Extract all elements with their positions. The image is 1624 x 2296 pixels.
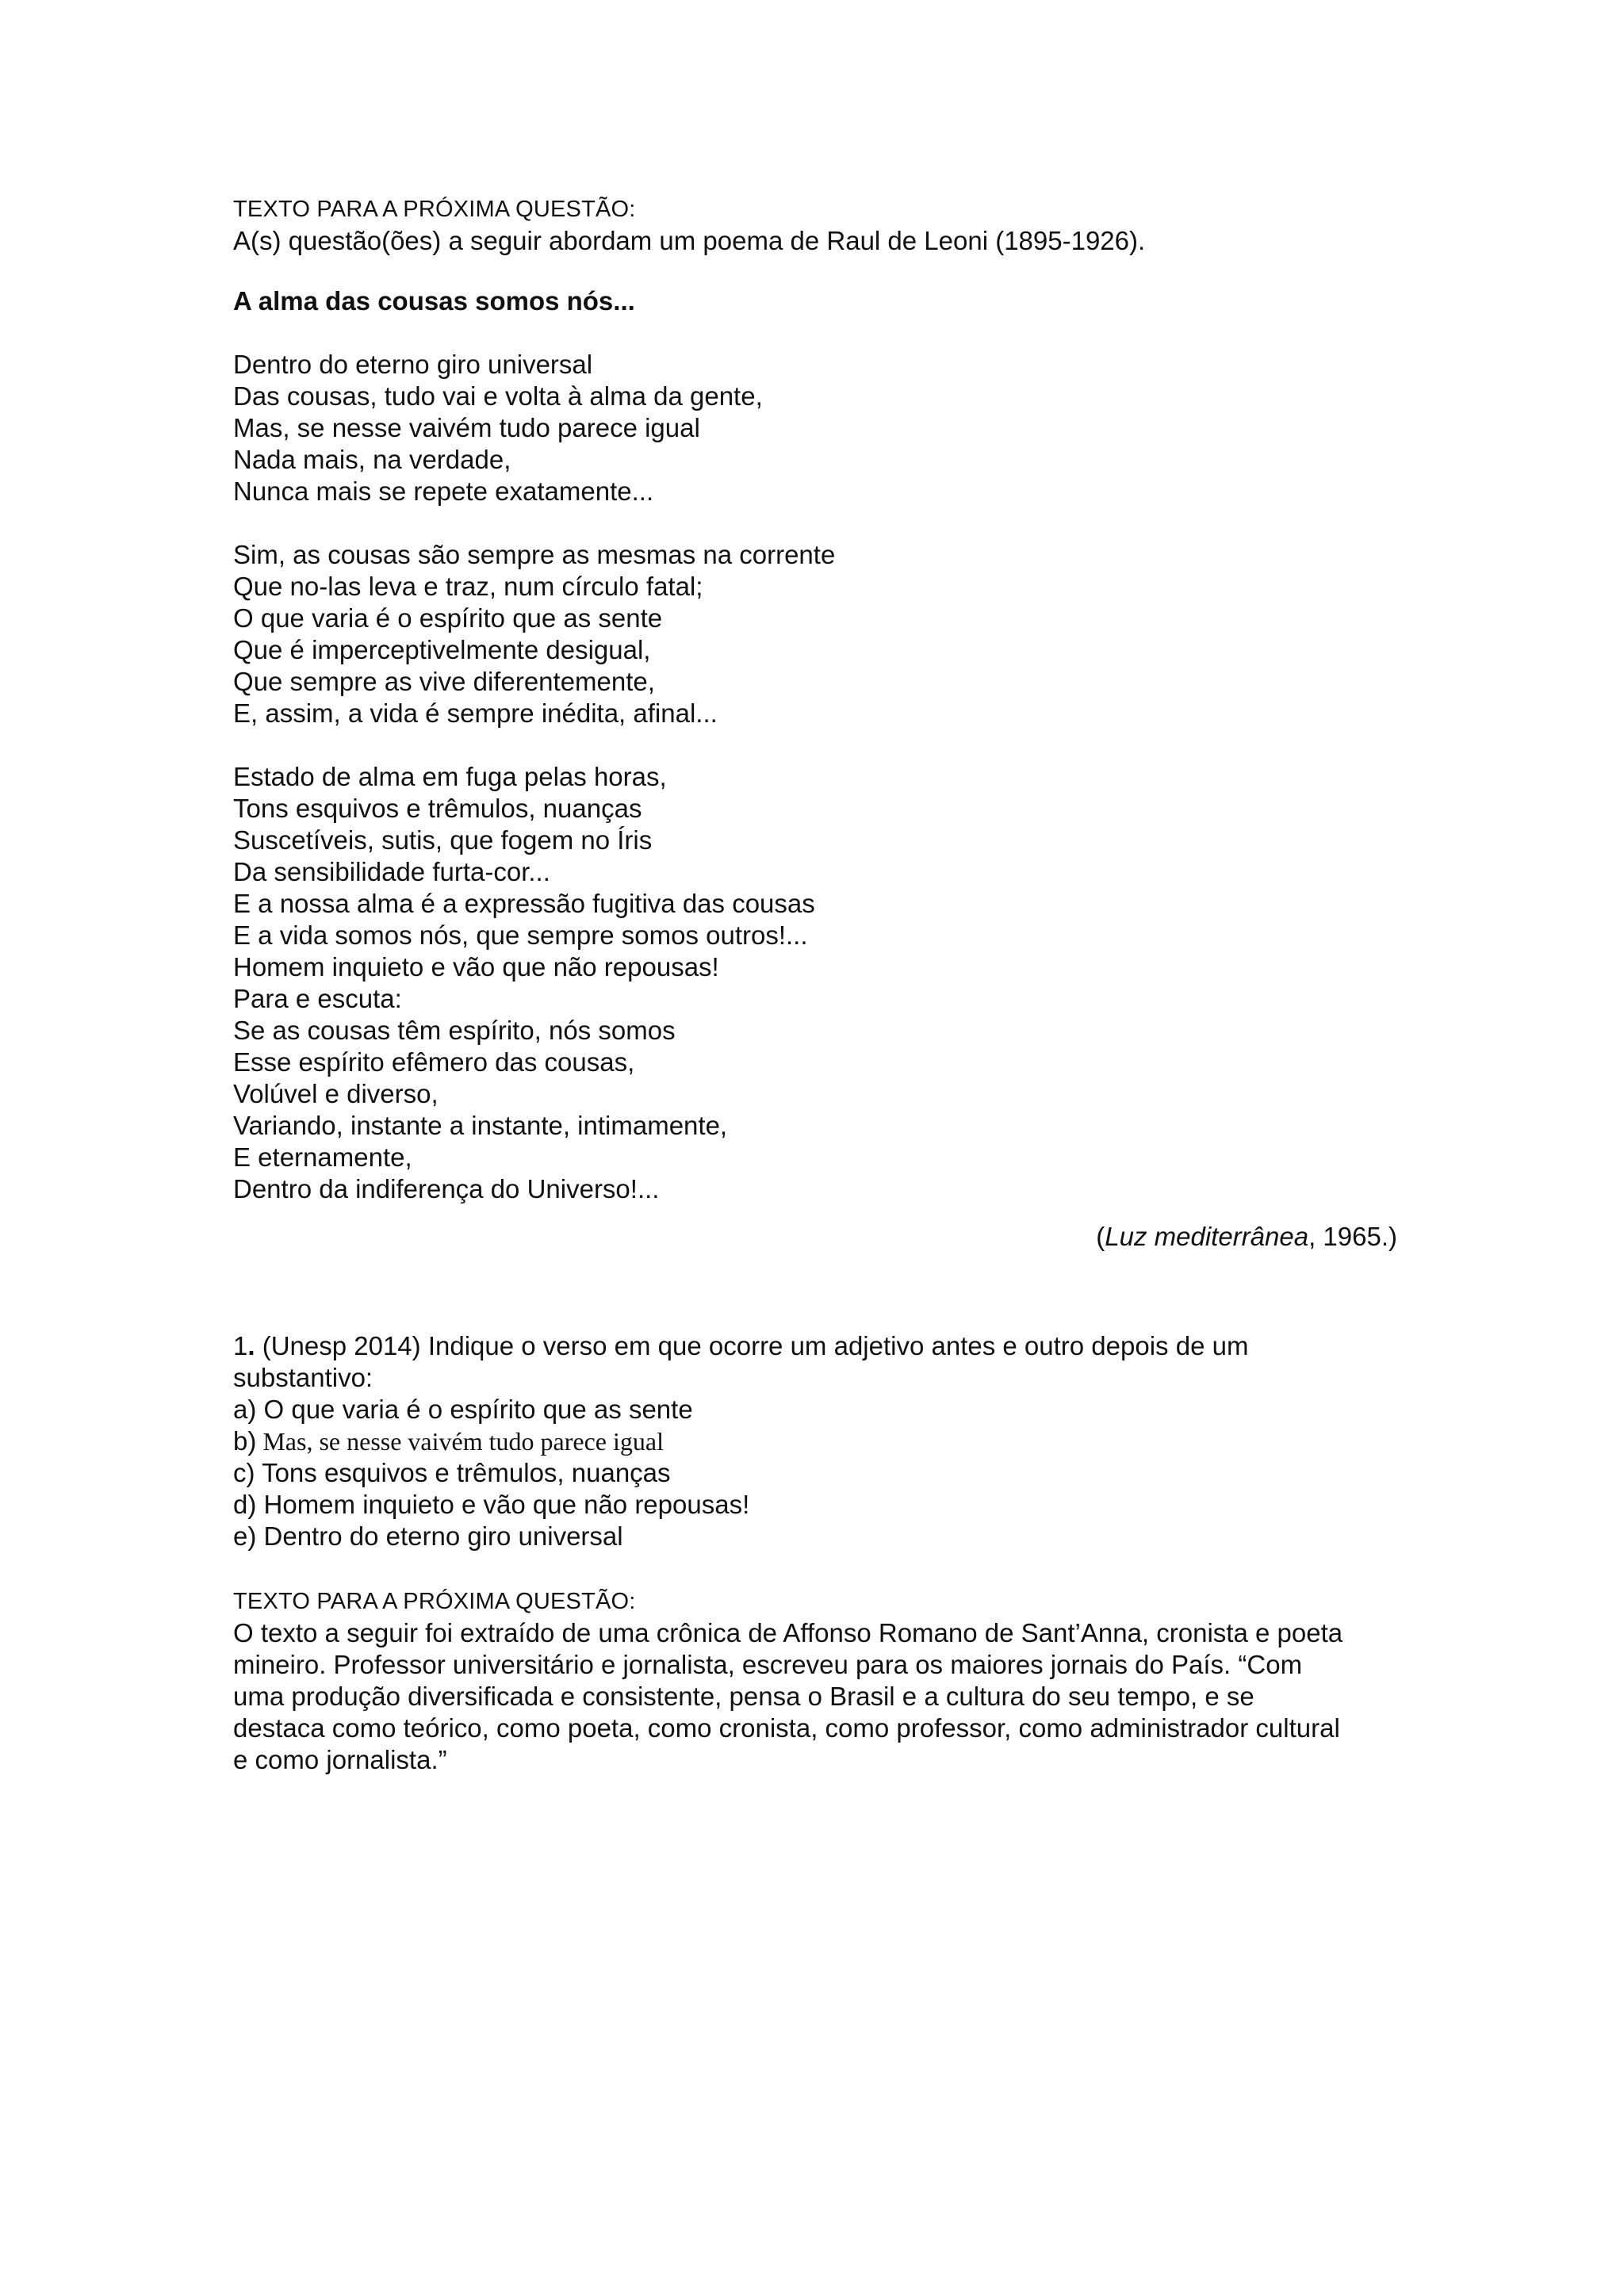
option-c[interactable] [233,1457,1407,1489]
intro-paragraph-line: mineiro. Professor universitário e jornalista, escreveu para os maiores jornais do País. “Com [233,1650,1303,1679]
poem-source [233,1221,1397,1253]
source-paren-open: ( [1096,1222,1105,1251]
poem-line: Mas, se nesse vaivém tudo parece igual [233,413,700,442]
intro-text: A(s) questão(ões) a seguir abordam um poema de Raul de Leoni (1895-1926). [233,226,1146,255]
poem-line: Variando, instante a instante, intimamente, [233,1111,728,1140]
source-title: Luz mediterrânea [1105,1222,1309,1251]
poem-line: Homem inquieto e vão que não repousas! [233,952,719,982]
question-number-dot: . [247,1331,255,1360]
option-text: O que varia é o espírito que as sente [256,1395,693,1424]
option-letter: d) [233,1490,257,1519]
poem-line: Que no-las leva e traz, num círculo fatal; [233,572,703,601]
poem-line: Da sensibilidade furta-cor... [233,857,550,886]
poem-stanza-2 [233,539,1407,729]
poem-line: Esse espírito efêmero das cousas, [233,1047,635,1077]
intro-paragraph-line: destaca como teórico, como poeta, como cronista, como professor, como administrador cultural [233,1713,1340,1743]
option-letter: b) [233,1426,257,1456]
option-a[interactable] [233,1394,1407,1425]
poem-line: Para e escuta: [233,984,402,1013]
poem-line: E a vida somos nós, que sempre somos outros!... [233,920,808,950]
poem-line: O que varia é o espírito que as sente [233,603,663,633]
intro-section-1 [233,193,1407,257]
poem-line: Tons esquivos e trêmulos, nuanças [233,794,642,823]
poem-stanza-1 [233,349,1407,507]
poem-line: Das cousas, tudo vai e volta à alma da gente, [233,381,763,411]
question-prompt-line-2: substantivo: [233,1363,373,1392]
option-letter: a) [233,1395,257,1424]
section-heading: TEXTO PARA A PRÓXIMA QUESTÃO: [233,1589,636,1614]
option-b[interactable] [233,1425,1407,1457]
poem-line: Estado de alma em fuga pelas horas, [233,762,667,791]
poem-line: Nunca mais se repete exatamente... [233,476,654,506]
poem-title: A alma das cousas somos nós... [233,286,635,316]
poem-line: Nada mais, na verdade, [233,445,511,474]
poem-line: Volúvel e diverso, [233,1079,439,1108]
poem-line: Que é imperceptivelmente desigual, [233,635,651,664]
poem-line: Sim, as cousas são sempre as mesmas na corrente [233,540,836,569]
question-prompt [233,1330,1407,1362]
option-e[interactable] [233,1521,1407,1552]
option-letter: c) [233,1458,255,1487]
option-d[interactable] [233,1489,1407,1521]
poem-line: Que sempre as vive diferentemente, [233,667,655,696]
intro-paragraph-line: e como jornalista.” [233,1745,447,1774]
option-text: Tons esquivos e trêmulos, nuanças [255,1458,671,1487]
poem-line: E a nossa alma é a expressão fugitiva das cousas [233,889,815,918]
option-text: Mas, se nesse vaivém tudo parece igual [256,1427,664,1456]
section-heading: TEXTO PARA A PRÓXIMA QUESTÃO: [233,197,636,222]
intro-paragraph-line: uma produção diversificada e consistente, pensa o Brasil e a cultura do seu tempo, e se [233,1682,1254,1711]
source-year: , 1965.) [1308,1222,1397,1251]
poem-line: Dentro da indiferença do Universo!... [233,1174,660,1203]
intro-section-2 [233,1586,1407,1776]
question-prompt-line-1: (Unesp 2014) Indique o verso em que ocorre um adjetivo antes e outro depois de um [255,1331,1249,1360]
poem-line: Dentro do eterno giro universal [233,350,593,379]
poem-line: Se as cousas têm espírito, nós somos [233,1016,676,1045]
poem-stanza-3 [233,761,1407,1205]
question-1 [233,1330,1407,1552]
poem-line: Suscetíveis, sutis, que fogem no Íris [233,825,653,855]
option-text: Homem inquieto e vão que não repousas! [256,1490,750,1519]
intro-paragraph-line: O texto a seguir foi extraído de uma crônica de Affonso Romano de Sant’Anna, cronista e poeta [233,1618,1343,1647]
poem-line: E, assim, a vida é sempre inédita, afinal... [233,698,718,728]
question-number: 1 [233,1331,248,1360]
option-letter: e) [233,1521,257,1551]
option-text: Dentro do eterno giro universal [256,1521,623,1551]
poem-line: E eternamente, [233,1142,412,1172]
